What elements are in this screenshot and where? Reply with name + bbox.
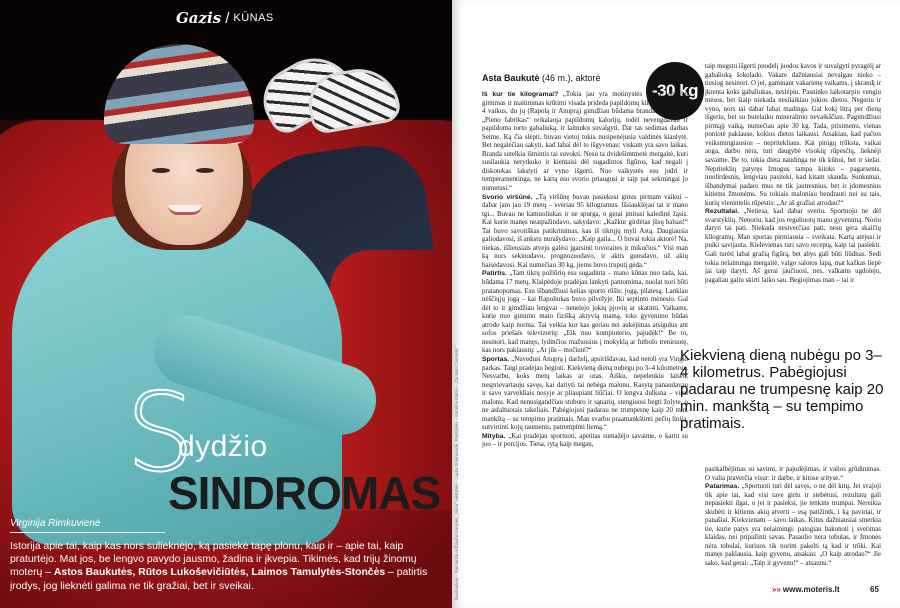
paragraph bbox=[482, 270, 688, 355]
paragraph-heading: Rezultatai. bbox=[705, 208, 739, 216]
paragraph bbox=[482, 91, 688, 194]
paragraph-body: „Sportuoti turi dėl savęs, o ne dėl kitų. Jei svajoji tik apie tai, kad visi tave girtu ir stebėtusi, rezultatų gali nepasiekti ilgai, o jei ir pasieksi, jie tenkins trumpai. Nereikia skubėti ir kitiems akių atverti – esą patižintk, i ką pavirtai, ir panašiai. Kiekvienam – savo laikas. Kitus dažniausiai smerkia tie, kurie patys yra nelaimingi: patogiau bakonoti į svetimas klaidas, nei pripažinti savas. Pasaulio nėra tobulas, ir žmonės nėra tobulai, kuriuos tik norim pakelti tą kad ir trūki. Kai manęs paklausia, kaip gyvenu, atsakau: „O kaip atrodau?“ Jie sako, kad gerai: „Taip ir gyvenu!“ – atsaunu.“ bbox=[705, 483, 881, 568]
lead-names: Astos Baukutės, Rūtos Lukoševičiūtės, Laimos Tamulytės-Stončės bbox=[53, 567, 386, 579]
double-chevron-icon: »» bbox=[772, 585, 781, 594]
paragraph-body: pasikalbėjimas su savimi, ir pajudėjimas, ir valios grūdinimas. O valia praverčia visur: ir darbe, ir kitose srityse.“ bbox=[705, 466, 881, 482]
paragraph bbox=[705, 483, 881, 568]
paragraph-heading: Patarimas. bbox=[705, 483, 740, 491]
paragraph-body: „Kai pradėjau sportuoti, apetitas sumažėjo savaime, o kartu su juo – ir porcijos. Tiesa, rytą kaip megau, bbox=[482, 432, 688, 449]
article-column-2 bbox=[705, 63, 881, 343]
paragraph-heading: Svorio viršūnė. bbox=[482, 193, 533, 201]
header-separator: / bbox=[225, 9, 230, 27]
lead-tail: – patirtis įrodys, jog lieknėti galima ne tik gražiai, bet ir sveikai. bbox=[10, 567, 428, 592]
paragraph-body: „Tokia jau yra motinystės kaina. Atlaikų gimimas ir maitinimas krūtimi visada prideda papildomų kilogramų. Turiu 4 vaikus, du jų (Rapolą ir Anuprą) gimdžiau būdama brandaus amžiaus. „Pieno fabrikas“ reikalauja papildomų kalorijų, todėl nevengdavau ir papildoma torto gabaliuką, ir laitnuku suvalgyti. Dar tas sedimas darbas Seime. Ką čia slėpti, buvau vietoj tokia nusipenėjusia valdinės kiaulytė. Bet negalėčiau sakyti, kad labai dėl to išgyvenau: viskam yra savo laikas. Branda sutelkia išmintis tai suvokti. Nesu ta dvidešimtmetė mergaitė, kuri susilaukia nerytkuko ir kientaisi dėl sugadintos figūros, kad negali į diskotekas lakstyti ar vyno išgerti. Nuo vaikystės esu judri ir temperamentinga, ne kartą esu svorio priaugusi ir taip pat sekmingai jo numetusi.“ bbox=[482, 91, 688, 193]
section-header bbox=[176, 9, 274, 27]
paragraph bbox=[482, 356, 688, 433]
lead-paragraph bbox=[10, 540, 430, 593]
pull-quote: Kiekvieną dieną nubėgu po 3–4 kilometrus. Pabėgiojusi padarau ne trumpesnę kaip 20 min. mankštą – su tempimo pratimais. bbox=[680, 347, 884, 432]
author-name: Virginija Rimkuvienė bbox=[10, 518, 101, 529]
footer-website[interactable] bbox=[772, 585, 840, 594]
paragraph bbox=[482, 194, 688, 271]
title-initial: S bbox=[126, 371, 195, 496]
title-word-bottom: SINDROMAS bbox=[168, 467, 441, 519]
paragraph-body: „Netiesa, kad dabar sveriu. Sportuoju ne dėl svarstyklių. Nenoriu, kad jos reguliuotų mano gyvenimą. Noriu daryti tai pati. Niekada nesiverčiau pati, nesu gera skaičių kilogramų. Man sportas pirmiausia – sveikata. Kartą atėjusi ir puiki savijauta. Kielevienas turi savo receptą, kaip tai pasiekti. Gali turėti labai gražią figūrą, bet abys gali būti liūdnas. Sedi tokia nelaiminga mergaitė, valgo salotos lapą, mat kažkas liepė jai taip daryti. Aš gerai jaučiuosi, nes, valkams ugdoleju, pagaliau galiu skirti laiko sau. Begiojimas man – tai ir bbox=[705, 208, 881, 284]
title-word-top: dydžio bbox=[178, 430, 268, 463]
paragraph bbox=[705, 208, 881, 285]
paragraph bbox=[482, 433, 688, 450]
eye-left bbox=[152, 168, 170, 173]
author-divider bbox=[10, 532, 165, 533]
paragraph-heading: Sportas. bbox=[482, 355, 510, 363]
lead-text: Istorija apie tai, kaip kas nors sulieknėjo, ką pasiekė tapę plonu, kaip ir – apie tai, kaip praturtėjo. Mat jos, be lengvo pavydo jausmo, žadina ir įkvepia. Tikimės, kad trijų žinomų moterų – bbox=[10, 541, 417, 579]
article-column-3 bbox=[705, 466, 881, 576]
photo-credits: Nuotraukos – Raimondo Adžiaučio Kasytės, „Sima“ valstybės – Laura Smirnovaitė, Prastyklės – Karolina Kaklis – „Da Man Cosmetic“ bbox=[454, 346, 459, 600]
brand-logo: Gazis bbox=[176, 9, 222, 27]
paragraph-body: taip megstu išgerti puodelį juodos kavos ir suvalgyti pyragėlį ar gabaliuką šokolado. Vakare dažniausiai nevalgau nieko – tiesiog nesinori. O jei, gaminant vakarienę vaikams, į skrandį ir įkrenta koks gabaliukas, neslėpiu. Pasninko laikotarpiu vengiu mėsos, bet šiaip niekada nesilaikiau jokios dietos. Negeriu ir vyno, nors tai dabar labai madinga. Gal kokį litrą per dieną išgeriu, bet su butelaiku mineralinio nevaikščiau. Pagimdžiusi pirmąjį vaiką, numečiau apie 30 kg. Tada, prisimenu, vienas poniotė paklause, kokios dietos laikausi. Atsakiau, kad pačios veiksmingiausios – nepritekliaus. Kai pinigų trūksta, vaikai auga, darbo nėra, turi daugybė visokių rūpesčių, lieknėji savaime. Be to, tokia dieta naudinga ne tik kūnui, bet ir sielai. Nepriteklių patyręs žmogus tampa kitoks – pagarsenis, nuolirdesnis, lengviau pasiteki, kad kitam skauda. Sunkumai, išbandymai padaro mus ne tik jautresnius, bet ir įdomesnius kitiems žmonėms. Su tokiais maloniau bendrauti nei su tais, kurių vienintelis rūpestis: „Ar aš gražiai atrodau?“ bbox=[705, 63, 881, 207]
article-column-1 bbox=[482, 91, 688, 603]
byline-name: Asta Baukutė bbox=[482, 73, 540, 83]
byline-meta: (46 m.), aktorė bbox=[542, 73, 601, 83]
smile bbox=[168, 205, 202, 215]
website-url: www.moteris.lt bbox=[782, 585, 840, 594]
page-number: 65 bbox=[870, 585, 879, 594]
paragraph-heading: Patirtis. bbox=[482, 270, 507, 278]
paragraph-body: „Tą viršūnę buvau pasiekusi ginus pirmam vaikui – dabar jam jau 19 metų – sveriau 95 kilogramus. Išsiauklėjau tai ir mano tgi... Buvau ne kamuoliukas ir ne spurga, o gerai įmitusi kaledinė žąsis. Kai kurie manęs neatpažindavo, sakydavo: „Kažkur girdėtas jūsų balsas!“ Tai buvo savotiškas patikrinimas, kas iš tikrųjų myli Astą. Daugiausia galiodavosi, iš ankstu nurašydavo: „Kaip gaila... O buvai tokia aktorė! Na, niekas, išlieusiais atveju galėsi įgarsinti tovoraites ir mikučius.“ Visi man ką nors sekinodavo, prognozuodavo, ir aktis guosdavo, už akių baisėdavosi. Kai numečiau 30 kg, jiems buvo truputį gėda.“ bbox=[482, 193, 688, 269]
eye-right bbox=[196, 168, 214, 173]
paragraph bbox=[705, 63, 881, 208]
paragraph-heading: Mityba. bbox=[482, 432, 506, 440]
paragraph-body: „Tam tikrų požiūrių esu sugadinta – mano kūnas nuo tada, kai, būdama 17 metų, Klaipėdoje pradėjau lankyti pantomima, nuolat nori būti pratanopomas. Esu išbandžiusi kelias sporto rūšis: jogą, pilatesą. Lankiau nėščiųjų jogą – kai Rapoliukas buvo pilvelyje. Iki septinto mėnesio. Gal dėl to ir gimdžiau lengvai – nenelejo jokių pjovių ar skatinti. Vaikams, kurie nuo gimimo mato fizišką aktyvią mamą, toks gyvenimo būdas atrodo kaip norma. Tai veikia kur kas geriau nei aukėjimas atsigulus ant sofos priešais televizorių: „Eik nuo kompiuterio, pajudėk!“ Be to, nesinori, kad manęs, lydinčios mažuosius į mokyklą ar futbolo treniruotę, kas nors paklaustų: „Ar jūs – močiutė?“ bbox=[482, 270, 688, 355]
weight-loss-badge: -30 kg bbox=[646, 62, 704, 120]
paragraph-body: „Nuvedusi Anuprą į darželį, apsirišdavau, kad netoli yra Vingio parkas. Taigi pradėjau begioti. Kiekvieną dieną nubėgu po 3–4 kilometrus. Nesvarbu, koks metų laikas ar oras. Aišku, nepelenkiu laisėo, nesprievartauju savęs, kai dariyti tai nebėga malonu. Kasytą panaudavau ir savo varveldiais nosyje ar pliaupiant liūčiai. O lengva dulksna – visai malonu. Kad nenusigandčiau stuburo ir sąnarių, stengiuosi begti žolyte, o ne asfaltuotais takeliais. Pabėgiojusi padarau ne trumpesnę kaip 20 min. mankštą – su tempimo pratimais. Man svarbu praamankštinti pečių liniją, sutvirtinti kojų raumenis, patrempinti liemą.“ bbox=[482, 355, 688, 432]
paragraph bbox=[705, 466, 881, 483]
paragraph-heading: Iš kur tie kilogramai? bbox=[482, 91, 559, 98]
section-label: KŪNAS bbox=[233, 12, 274, 24]
article-byline bbox=[482, 73, 601, 83]
